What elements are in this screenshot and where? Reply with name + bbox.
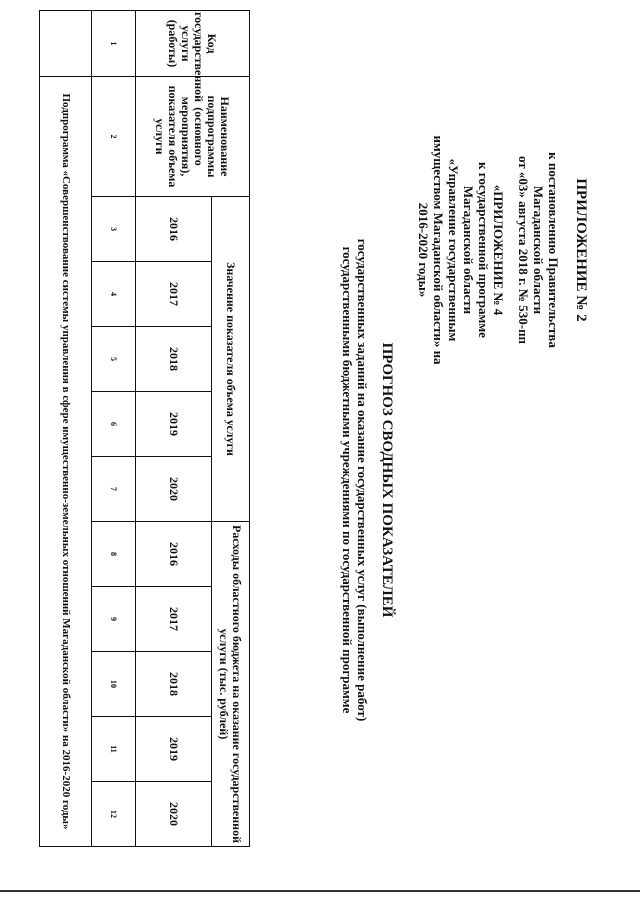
year-cell: 2016 (136, 522, 212, 587)
year-cell: 2016 (136, 197, 212, 262)
forecast-heading (340, 70, 395, 890)
appendix-line: 2016-2020 годы» (416, 202, 431, 298)
column-number: 10 (92, 652, 136, 717)
column-number: 5 (92, 327, 136, 392)
appendix-line: к государственной программе (476, 162, 491, 338)
appendix-line: Магаданской области (461, 185, 476, 315)
appendix-block (416, 0, 588, 500)
forecast-title: ПРОГНОЗ СВОДНЫХ ПОКАЗАТЕЛЕЙ (379, 342, 395, 618)
column-number: 6 (92, 392, 136, 457)
header-name: Наименование подпрограммы (основного мероприятия), показателя объема услуги (136, 77, 250, 197)
header-volume: Значение показателя объема услуги (212, 197, 250, 522)
forecast-subtitle: государственными бюджетными учреждениями по государственной программе (340, 246, 355, 714)
appendix-line: к постановлению Правительства (546, 152, 561, 348)
year-cell: 2018 (136, 327, 212, 392)
column-number: 12 (92, 782, 136, 847)
column-number: 1 (92, 11, 136, 77)
column-number: 3 (92, 197, 136, 262)
column-number: 4 (92, 262, 136, 327)
page-bottom-divider (0, 890, 640, 892)
empty-cell (40, 11, 92, 77)
column-number: 2 (92, 77, 136, 197)
appendix-title: ПРИЛОЖЕНИЕ № 2 (573, 178, 589, 322)
column-number: 7 (92, 457, 136, 522)
header-budget: Расходы областного бюджета на оказание государственной услуги (тыс. рублей) (212, 522, 250, 847)
appendix-line: от «03» августа 2018 г. № 530-пп (516, 155, 531, 345)
year-cell: 2019 (136, 717, 212, 782)
year-cell: 2019 (136, 392, 212, 457)
header-code: Код государственной услуги (работы) (136, 11, 250, 77)
appendix-line: имуществом Магаданской области» на (431, 135, 446, 365)
column-number: 9 (92, 587, 136, 652)
year-cell: 2017 (136, 262, 212, 327)
year-cell: 2018 (136, 652, 212, 717)
column-number: 8 (92, 522, 136, 587)
year-cell: 2017 (136, 587, 212, 652)
year-cell: 2020 (136, 457, 212, 522)
column-number: 11 (92, 717, 136, 782)
subprogram-row: Подпрограмма «Совершенствование системы управления в сфере имущественно-земельных отношений Магаданской области» на 2016-2020 годы» (40, 77, 92, 847)
year-cell: 2020 (136, 782, 212, 847)
forecast-subtitle: государственных заданий на оказание государственных услуг (выполнение работ) (355, 238, 370, 722)
document-sheet (40, 0, 600, 866)
forecast-table (39, 10, 250, 847)
appendix-line: «ПРИЛОЖЕНИЕ № 4 (491, 184, 506, 316)
appendix-line: «Управление государственным (446, 158, 461, 342)
appendix-line: Магаданской области (531, 185, 546, 315)
